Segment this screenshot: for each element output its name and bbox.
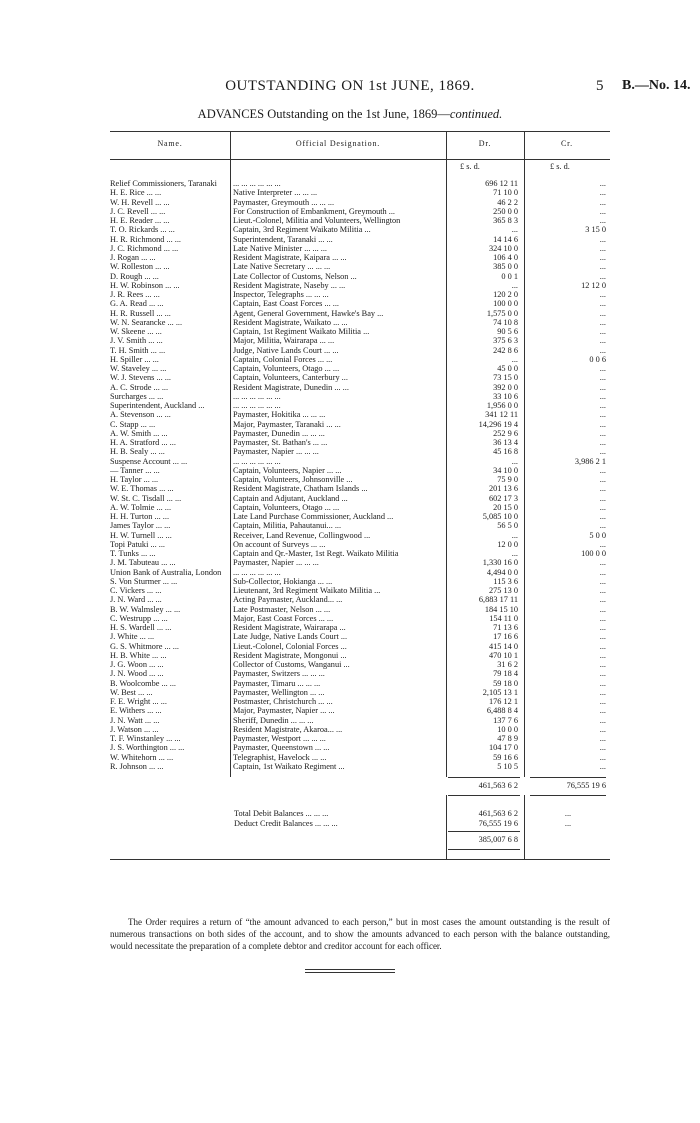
cell-dr: ... bbox=[511, 530, 518, 540]
cell-name: H. Spiller ... ... bbox=[110, 354, 159, 364]
cell-cr: ... bbox=[599, 632, 606, 642]
cell-name: A. W. Tolmie ... ... bbox=[110, 502, 172, 512]
advances-table bbox=[110, 131, 610, 859]
cell-designation: Captain, 1st Waikato Regiment ... bbox=[233, 761, 345, 771]
cell-name: W. St. C. Tisdall ... ... bbox=[110, 493, 182, 503]
cell-name: J. N. Ward ... ... bbox=[110, 595, 162, 605]
cell-cr: ... bbox=[599, 465, 606, 475]
cell-designation: ... ... ... ... ... ... bbox=[233, 391, 281, 401]
cell-cr: 3 15 0 bbox=[585, 225, 606, 235]
cell-dr: 176 12 1 bbox=[488, 697, 518, 706]
cell-name: W. Best ... ... bbox=[110, 687, 153, 697]
net-rule-2 bbox=[448, 849, 520, 850]
document-ref: B.—No. 14. bbox=[622, 78, 691, 93]
cell-designation: Inspector, Telegraphs ... ... ... bbox=[233, 290, 329, 299]
cell-cr: ... bbox=[599, 438, 606, 447]
cell-name: W. Staveley ... ... bbox=[110, 364, 167, 373]
cell-dr: 252 9 6 bbox=[493, 428, 518, 438]
cell-dr: 470 10 1 bbox=[488, 650, 518, 660]
cell-cr: ... bbox=[599, 576, 606, 586]
cell-designation: Postmaster, Christchurch ... ... bbox=[233, 697, 333, 706]
cell-designation: Captain, 1st Regiment Waikato Militia ... bbox=[233, 327, 370, 336]
cell-cr: ... bbox=[599, 734, 606, 743]
cell-designation: Captain, Colonial Forces ... ... bbox=[233, 354, 333, 364]
cell-cr: ... bbox=[599, 364, 606, 373]
table-top-rule bbox=[110, 131, 610, 132]
cell-name: J. S. Worthington ... ... bbox=[110, 743, 185, 753]
cell-designation: Resident Magistrate, Wairarapa ... bbox=[233, 623, 346, 632]
cell-designation: Resident Magistrate, Naseby ... ... bbox=[233, 280, 346, 290]
cell-name: H. A. Stratford ... ... bbox=[110, 438, 176, 447]
cell-designation: Paymaster, Wellington ... ... bbox=[233, 687, 325, 697]
end-rule bbox=[305, 969, 395, 970]
cell-cr: ... bbox=[599, 475, 606, 484]
cell-cr: ... bbox=[599, 216, 606, 225]
cell-dr: 115 3 6 bbox=[493, 576, 518, 586]
cell-dr: 2,105 13 1 bbox=[482, 687, 518, 697]
cell-dr: 201 13 6 bbox=[488, 484, 518, 494]
cell-dr: 10 0 0 bbox=[497, 724, 518, 734]
cell-dr: ... bbox=[511, 280, 518, 290]
cell-cr: ... bbox=[599, 447, 606, 457]
cell-name: Relief Commissioners, Taranaki bbox=[110, 179, 217, 188]
table-subtitle bbox=[0, 107, 700, 122]
cell-dr: 56 5 0 bbox=[497, 521, 518, 531]
cr-sum: 76,555 19 6 bbox=[566, 781, 606, 790]
deduct-credit-label: Deduct Credit Balances ... ... ... bbox=[234, 819, 338, 828]
cell-dr: 71 13 6 bbox=[493, 623, 518, 632]
cell-name: J. C. Revell ... ... bbox=[110, 206, 166, 216]
cell-name: W. J. Stevens ... ... bbox=[110, 373, 171, 383]
cell-cr: ... bbox=[599, 650, 606, 660]
cell-designation: Lieut.-Colonel, Militia and Volunteers, Wellington bbox=[233, 216, 401, 225]
cell-designation: Captain and Qr.-Master, 1st Regt. Waikato Militia bbox=[233, 549, 399, 558]
cell-designation: Resident Magistrate, Chatham Islands ... bbox=[233, 484, 368, 494]
cell-dr: 696 12 11 bbox=[485, 179, 518, 188]
cell-name: J. R. Rees ... ... bbox=[110, 290, 160, 299]
cell-cr: ... bbox=[599, 243, 606, 253]
cell-cr: ... bbox=[599, 197, 606, 207]
cell-name: J. N. Watt ... ... bbox=[110, 715, 160, 725]
cell-name: A. C. Strode ... ... bbox=[110, 382, 169, 392]
cr-placeholder-2: ... bbox=[564, 819, 572, 828]
cell-designation: Receiver, Land Revenue, Collingwood ... bbox=[233, 530, 371, 540]
cell-cr: ... bbox=[599, 623, 606, 632]
cell-cr: ... bbox=[599, 484, 606, 494]
totals-divider bbox=[524, 795, 525, 859]
cell-designation: Telegraphist, Havelock ... ... bbox=[233, 752, 327, 762]
cell-cr: ... bbox=[599, 327, 606, 336]
cell-cr: ... bbox=[599, 669, 606, 679]
cell-dr: 100 0 0 bbox=[493, 299, 518, 309]
cell-name: W. Skeene ... ... bbox=[110, 327, 162, 336]
cell-designation: Late Native Secretary ... ... ... bbox=[233, 262, 331, 272]
cell-name: W. Rolleston ... ... bbox=[110, 262, 170, 272]
cell-name: J. M. Tabuteau ... ... bbox=[110, 558, 176, 568]
cell-cr: ... bbox=[599, 586, 606, 595]
cell-dr: 154 11 0 bbox=[489, 613, 518, 623]
cell-cr: ... bbox=[599, 743, 606, 753]
cell-dr: 12 0 0 bbox=[497, 539, 518, 549]
cell-dr: 365 8 3 bbox=[493, 216, 518, 225]
cell-designation: Resident Magistrate, Akaroa... ... bbox=[233, 724, 343, 734]
table-row bbox=[110, 762, 610, 772]
cell-cr: ... bbox=[599, 428, 606, 438]
cell-dr: 59 16 6 bbox=[493, 752, 518, 762]
cell-cr: 5 0 0 bbox=[589, 530, 606, 540]
cell-name: W. E. Thomas ... ... bbox=[110, 484, 174, 494]
cell-dr: 73 15 0 bbox=[493, 373, 518, 383]
cell-name: J. White ... ... bbox=[110, 632, 155, 642]
cell-dr: 17 16 6 bbox=[493, 632, 518, 642]
cell-cr: ... bbox=[599, 308, 606, 318]
total-debit-value: 461,563 6 2 bbox=[478, 809, 518, 818]
cell-designation: Major, East Coast Forces ... ... bbox=[233, 613, 334, 623]
cell-dr: 14 14 6 bbox=[493, 234, 518, 244]
cell-dr: 47 8 9 bbox=[497, 734, 518, 743]
cell-cr: ... bbox=[599, 715, 606, 725]
cell-designation: Paymaster, Timaru ... ... ... bbox=[233, 678, 321, 688]
cell-designation: Lieutenant, 3rd Regiment Waikato Militia ... bbox=[233, 586, 381, 595]
cell-dr: 4,494 0 0 bbox=[486, 567, 518, 577]
subtitle-continued: continued. bbox=[449, 107, 503, 121]
cell-dr: 33 10 6 bbox=[493, 391, 518, 401]
cell-cr: ... bbox=[599, 299, 606, 309]
cell-name: H. B. White ... ... bbox=[110, 650, 167, 660]
cell-dr: ... bbox=[511, 456, 518, 466]
cell-cr: ... bbox=[599, 660, 606, 669]
cell-designation: Major, Militia, Wairarapa ... ... bbox=[233, 336, 335, 346]
cell-designation: Major, Paymaster, Napier ... ... bbox=[233, 706, 335, 716]
cell-name: C. Westrupp ... ... bbox=[110, 613, 168, 623]
cell-cr: ... bbox=[599, 567, 606, 577]
cell-designation: Judge, Native Lands Court ... ... bbox=[233, 345, 339, 355]
cell-designation: Sub-Collector, Hokianga ... ... bbox=[233, 576, 333, 586]
cell-dr: ... bbox=[511, 225, 518, 235]
cell-cr: ... bbox=[599, 271, 606, 281]
cell-name: G. S. Whitmore ... ... bbox=[110, 641, 179, 651]
cell-dr: 71 10 0 bbox=[493, 188, 518, 198]
cell-dr: 392 0 0 bbox=[493, 382, 518, 392]
cell-name: H. H. Turton ... ... bbox=[110, 512, 170, 521]
cell-designation: ... ... ... ... ... ... bbox=[233, 401, 281, 410]
cell-cr: ... bbox=[599, 345, 606, 355]
cell-designation: Captain, Militia, Pahautanui... ... bbox=[233, 521, 342, 531]
cell-cr: ... bbox=[599, 493, 606, 503]
dr-sum: 461,563 6 2 bbox=[478, 781, 518, 790]
cell-designation: Native Interpreter ... ... ... bbox=[233, 188, 318, 198]
end-rule-2 bbox=[305, 972, 395, 973]
cell-designation: Captain, Volunteers, Otago ... ... bbox=[233, 502, 340, 512]
cr-placeholder-1: ... bbox=[564, 809, 572, 818]
cell-designation: ... ... ... ... ... ... bbox=[233, 179, 281, 188]
page-number: 5 bbox=[596, 78, 604, 94]
cell-name: — Tanner ... ... bbox=[110, 465, 160, 475]
cell-designation: Paymaster, Napier ... ... ... bbox=[233, 558, 319, 568]
cell-cr: ... bbox=[599, 678, 606, 688]
cell-designation: Agent, General Government, Hawke's Bay ... bbox=[233, 308, 384, 318]
cell-designation: For Construction of Embankment, Greymouth ... bbox=[233, 206, 395, 216]
cell-designation: ... ... ... ... ... ... bbox=[233, 456, 281, 466]
cell-dr: 415 14 0 bbox=[488, 641, 518, 651]
cell-name: W. Whitehorn ... ... bbox=[110, 752, 174, 762]
cell-designation: Paymaster, St. Bathan's ... ... bbox=[233, 438, 328, 447]
dr-sum-rule-2 bbox=[448, 795, 520, 796]
cell-designation: Late Judge, Native Lands Court ... bbox=[233, 632, 348, 642]
cell-designation: Resident Magistrate, Waikato ... ... bbox=[233, 317, 348, 327]
col-header-designation: Official Designation. bbox=[295, 139, 381, 148]
cell-name: H. R. Richmond ... ... bbox=[110, 234, 181, 244]
cell-dr: 1,575 0 0 bbox=[486, 308, 518, 318]
cell-dr: 120 2 0 bbox=[493, 290, 518, 299]
cell-name: J. N. Wood ... ... bbox=[110, 669, 164, 679]
cell-designation: Resident Magistrate, Mongonui ... bbox=[233, 650, 347, 660]
cell-cr: ... bbox=[599, 502, 606, 512]
cell-name: R. Johnson ... ... bbox=[110, 761, 164, 771]
cell-designation: Late Land Purchase Commissioner, Auckland ... bbox=[233, 512, 394, 521]
cell-dr: 6,883 17 11 bbox=[478, 595, 518, 605]
cell-cr: ... bbox=[599, 604, 606, 614]
cell-dr: 34 10 0 bbox=[493, 465, 518, 475]
cell-designation: Collector of Customs, Wanganui ... bbox=[233, 660, 350, 669]
cell-name: Topi Patuki ... ... bbox=[110, 539, 165, 549]
cell-name: H. W. Robinson ... ... bbox=[110, 280, 180, 290]
cell-designation: Captain and Adjutant, Auckland ... bbox=[233, 493, 348, 503]
cell-cr: ... bbox=[599, 188, 606, 198]
dr-units: £ s. d. bbox=[460, 162, 480, 171]
cell-dr: 14,296 19 4 bbox=[478, 419, 518, 429]
cell-dr: 31 6 2 bbox=[497, 660, 518, 669]
cell-dr: 341 12 11 bbox=[485, 410, 518, 420]
cell-designation: Paymaster, Dunedin ... ... ... bbox=[233, 428, 325, 438]
cr-sum-rule bbox=[530, 777, 606, 778]
cell-cr: ... bbox=[599, 724, 606, 734]
page-header bbox=[0, 78, 700, 102]
cell-name: W. N. Searancke ... ... bbox=[110, 317, 183, 327]
cell-dr: 1,956 0 0 bbox=[486, 401, 518, 410]
cell-designation: Major, Paymaster, Taranaki ... ... bbox=[233, 419, 341, 429]
cell-cr: ... bbox=[599, 253, 606, 262]
cell-dr: 385 0 0 bbox=[493, 262, 518, 272]
cell-designation: Resident Magistrate, Kaipara ... ... bbox=[233, 253, 347, 262]
cell-dr: ... bbox=[511, 354, 518, 364]
cell-cr: ... bbox=[599, 512, 606, 521]
cell-name: Surcharges ... ... bbox=[110, 391, 164, 401]
cell-designation: On account of Surveys ... ... bbox=[233, 539, 326, 549]
cell-name: H. R. Russell ... ... bbox=[110, 308, 171, 318]
cell-dr: 104 17 0 bbox=[488, 743, 518, 753]
cell-name: T. H. Smith ... ... bbox=[110, 345, 166, 355]
cell-name: J. V. Smith ... ... bbox=[110, 336, 163, 346]
cell-name: T. F. Winstanley ... ... bbox=[110, 734, 181, 743]
cell-name: G. A. Read ... ... bbox=[110, 299, 164, 309]
cell-name: B. Woolcombe ... ... bbox=[110, 678, 177, 688]
cell-cr: ... bbox=[599, 419, 606, 429]
header-bottom-rule bbox=[110, 159, 610, 160]
cell-name: E. Withers ... ... bbox=[110, 706, 162, 716]
cell-cr: ... bbox=[599, 613, 606, 623]
table-bottom-rule bbox=[110, 859, 610, 860]
cell-dr: 0 0 1 bbox=[501, 271, 518, 281]
cell-dr: 324 10 0 bbox=[488, 243, 518, 253]
cell-name: F. E. Wright ... ... bbox=[110, 697, 167, 706]
cell-designation: Captain, Volunteers, Johnsonville ... bbox=[233, 475, 353, 484]
cell-cr: ... bbox=[599, 761, 606, 771]
cell-dr: 602 17 3 bbox=[488, 493, 518, 503]
cell-name: James Taylor ... ... bbox=[110, 521, 171, 531]
cell-dr: 45 0 0 bbox=[497, 364, 518, 373]
cell-name: Superintendent, Auckland ... bbox=[110, 401, 205, 410]
cell-designation: Late Native Minister ... ... ... bbox=[233, 243, 328, 253]
cell-designation: Late Postmaster, Nelson ... ... bbox=[233, 604, 331, 614]
cell-dr: 1,330 16 0 bbox=[482, 558, 518, 568]
cell-cr: ... bbox=[599, 234, 606, 244]
cell-designation: Sheriff, Dunedin ... ... ... bbox=[233, 715, 314, 725]
dr-sum-rule bbox=[448, 777, 520, 778]
cell-name: H. Taylor ... ... bbox=[110, 475, 159, 484]
cell-cr: ... bbox=[599, 595, 606, 605]
cell-designation: Paymaster, Hokitika ... ... ... bbox=[233, 410, 326, 420]
cell-designation: Captain, Volunteers, Canterbury ... bbox=[233, 373, 348, 383]
col-header-cr: Cr. bbox=[561, 139, 573, 148]
cell-dr: 137 7 6 bbox=[493, 715, 518, 725]
net-rule bbox=[448, 831, 520, 832]
deduct-credit-value: 76,555 19 6 bbox=[478, 819, 518, 828]
cell-name: J. Watson ... ... bbox=[110, 724, 159, 734]
cell-name: C. Vickers ... ... bbox=[110, 586, 162, 595]
cell-dr: 75 9 0 bbox=[497, 475, 518, 484]
totals-divider bbox=[446, 795, 447, 859]
col-header-dr: Dr. bbox=[478, 139, 492, 148]
cell-dr: 79 18 4 bbox=[493, 669, 518, 679]
cell-name: Union Bank of Australia, London bbox=[110, 567, 222, 577]
cell-cr: ... bbox=[599, 539, 606, 549]
cell-cr: ... bbox=[599, 391, 606, 401]
cell-dr: ... bbox=[511, 549, 518, 558]
cell-dr: 242 8 6 bbox=[493, 345, 518, 355]
cell-cr: 100 0 0 bbox=[581, 549, 606, 558]
cell-dr: 36 13 4 bbox=[493, 438, 518, 447]
cell-cr: 3,986 2 1 bbox=[574, 456, 606, 466]
cell-designation: Captain, Volunteers, Napier ... ... bbox=[233, 465, 342, 475]
cell-cr: 12 12 0 bbox=[581, 280, 606, 290]
cell-name: J. C. Richmond ... ... bbox=[110, 243, 179, 253]
subtitle-main: ADVANCES Outstanding on the 1st June, 1869— bbox=[197, 107, 450, 121]
cell-cr: ... bbox=[599, 290, 606, 299]
cell-dr: 45 16 8 bbox=[493, 447, 518, 457]
cell-name: H. W. Turnell ... ... bbox=[110, 530, 172, 540]
cell-designation: Paymaster, Greymouth ... ... ... bbox=[233, 197, 335, 207]
cell-designation: Late Collector of Customs, Nelson ... bbox=[233, 271, 357, 281]
cell-name: H. B. Sealy ... ... bbox=[110, 447, 165, 457]
cell-cr: ... bbox=[599, 336, 606, 346]
net-outstanding: 385,007 6 8 bbox=[478, 835, 518, 844]
cell-cr: 0 0 6 bbox=[589, 354, 606, 364]
col-header-name: Name. bbox=[157, 139, 183, 148]
cr-sum-rule-2 bbox=[530, 795, 606, 796]
cell-cr: ... bbox=[599, 382, 606, 392]
cell-dr: 74 10 8 bbox=[493, 317, 518, 327]
cell-cr: ... bbox=[599, 641, 606, 651]
cell-name: A. W. Smith ... ... bbox=[110, 428, 168, 438]
cell-name: H. E. Reader ... ... bbox=[110, 216, 170, 225]
cell-dr: 250 0 0 bbox=[493, 206, 518, 216]
cell-cr: ... bbox=[599, 521, 606, 531]
cell-cr: ... bbox=[599, 687, 606, 697]
cell-cr: ... bbox=[599, 373, 606, 383]
cell-dr: 90 5 6 bbox=[497, 327, 518, 336]
cr-units: £ s. d. bbox=[550, 162, 570, 171]
cell-cr: ... bbox=[599, 706, 606, 716]
cell-designation: Paymaster, Queenstown ... ... bbox=[233, 743, 330, 753]
cell-cr: ... bbox=[599, 558, 606, 568]
cell-name: D. Rough ... ... bbox=[110, 271, 159, 281]
cell-designation: Paymaster, Napier ... ... ... bbox=[233, 447, 319, 457]
cell-dr: 5 10 5 bbox=[497, 761, 518, 771]
cell-name: W. H. Revell ... ... bbox=[110, 197, 170, 207]
cell-dr: 5,085 10 0 bbox=[482, 512, 518, 521]
cell-cr: ... bbox=[599, 317, 606, 327]
cell-name: T. Tunks ... ... bbox=[110, 549, 156, 558]
cell-name: H. E. Rice ... ... bbox=[110, 188, 162, 198]
cell-name: A. Stevenson ... ... bbox=[110, 410, 171, 420]
cell-cr: ... bbox=[599, 752, 606, 762]
cell-designation: Paymaster, Switzers ... ... ... bbox=[233, 669, 325, 679]
cell-cr: ... bbox=[599, 206, 606, 216]
cell-name: J. G. Woon ... ... bbox=[110, 660, 164, 669]
cell-dr: 46 2 2 bbox=[497, 197, 518, 207]
cell-designation: Captain, 3rd Regiment Waikato Militia ... bbox=[233, 225, 371, 235]
cell-dr: 20 15 0 bbox=[493, 502, 518, 512]
cell-designation: Lieut.-Colonel, Colonial Forces ... bbox=[233, 641, 347, 651]
cell-designation: Superintendent, Taranaki ... ... bbox=[233, 234, 333, 244]
cell-name: C. Stapp ... ... bbox=[110, 419, 156, 429]
cell-designation: Captain, East Coast Forces ... ... bbox=[233, 299, 339, 309]
cell-designation: Resident Magistrate, Dunedin ... ... bbox=[233, 382, 349, 392]
cell-designation: ... ... ... ... ... ... bbox=[233, 567, 281, 577]
cell-cr: ... bbox=[599, 179, 606, 188]
footnote: The Order requires a return of “the amount advanced to each person,” but in most cases the amount outstanding is the result of numerous transactions on both sides of the account, and to show the amounts advanced to each person with the balance outstanding, would necessitate the preparation of a complete debtor and creditor account for each officer. bbox=[110, 917, 610, 951]
cell-designation: Captain, Volunteers, Otago ... ... bbox=[233, 364, 340, 373]
cell-dr: 59 18 0 bbox=[493, 678, 518, 688]
cell-name: T. O. Rickards ... ... bbox=[110, 225, 175, 235]
cell-cr: ... bbox=[599, 401, 606, 410]
cell-designation: Paymaster, Westport ... ... ... bbox=[233, 734, 326, 743]
cell-name: J. Rogan ... ... bbox=[110, 253, 156, 262]
cell-dr: 275 13 0 bbox=[488, 586, 518, 595]
cell-dr: 375 6 3 bbox=[493, 336, 518, 346]
cell-name: H. S. Wardell ... ... bbox=[110, 623, 172, 632]
cell-cr: ... bbox=[599, 410, 606, 420]
cell-name: Suspense Account ... ... bbox=[110, 456, 188, 466]
cell-dr: 106 4 0 bbox=[493, 253, 518, 262]
page-title: OUTSTANDING ON 1st JUNE, 1869. bbox=[225, 78, 475, 94]
cell-name: B. W. Walmsley ... ... bbox=[110, 604, 181, 614]
cell-cr: ... bbox=[599, 262, 606, 272]
cell-cr: ... bbox=[599, 697, 606, 706]
cell-dr: 6,488 8 4 bbox=[486, 706, 518, 716]
cell-name: S. Von Sturmer ... ... bbox=[110, 576, 178, 586]
total-debit-label: Total Debit Balances ... ... ... bbox=[234, 809, 329, 818]
cell-dr: 184 15 10 bbox=[484, 604, 518, 614]
cell-designation: Acting Paymaster, Auckland... ... bbox=[233, 595, 343, 605]
